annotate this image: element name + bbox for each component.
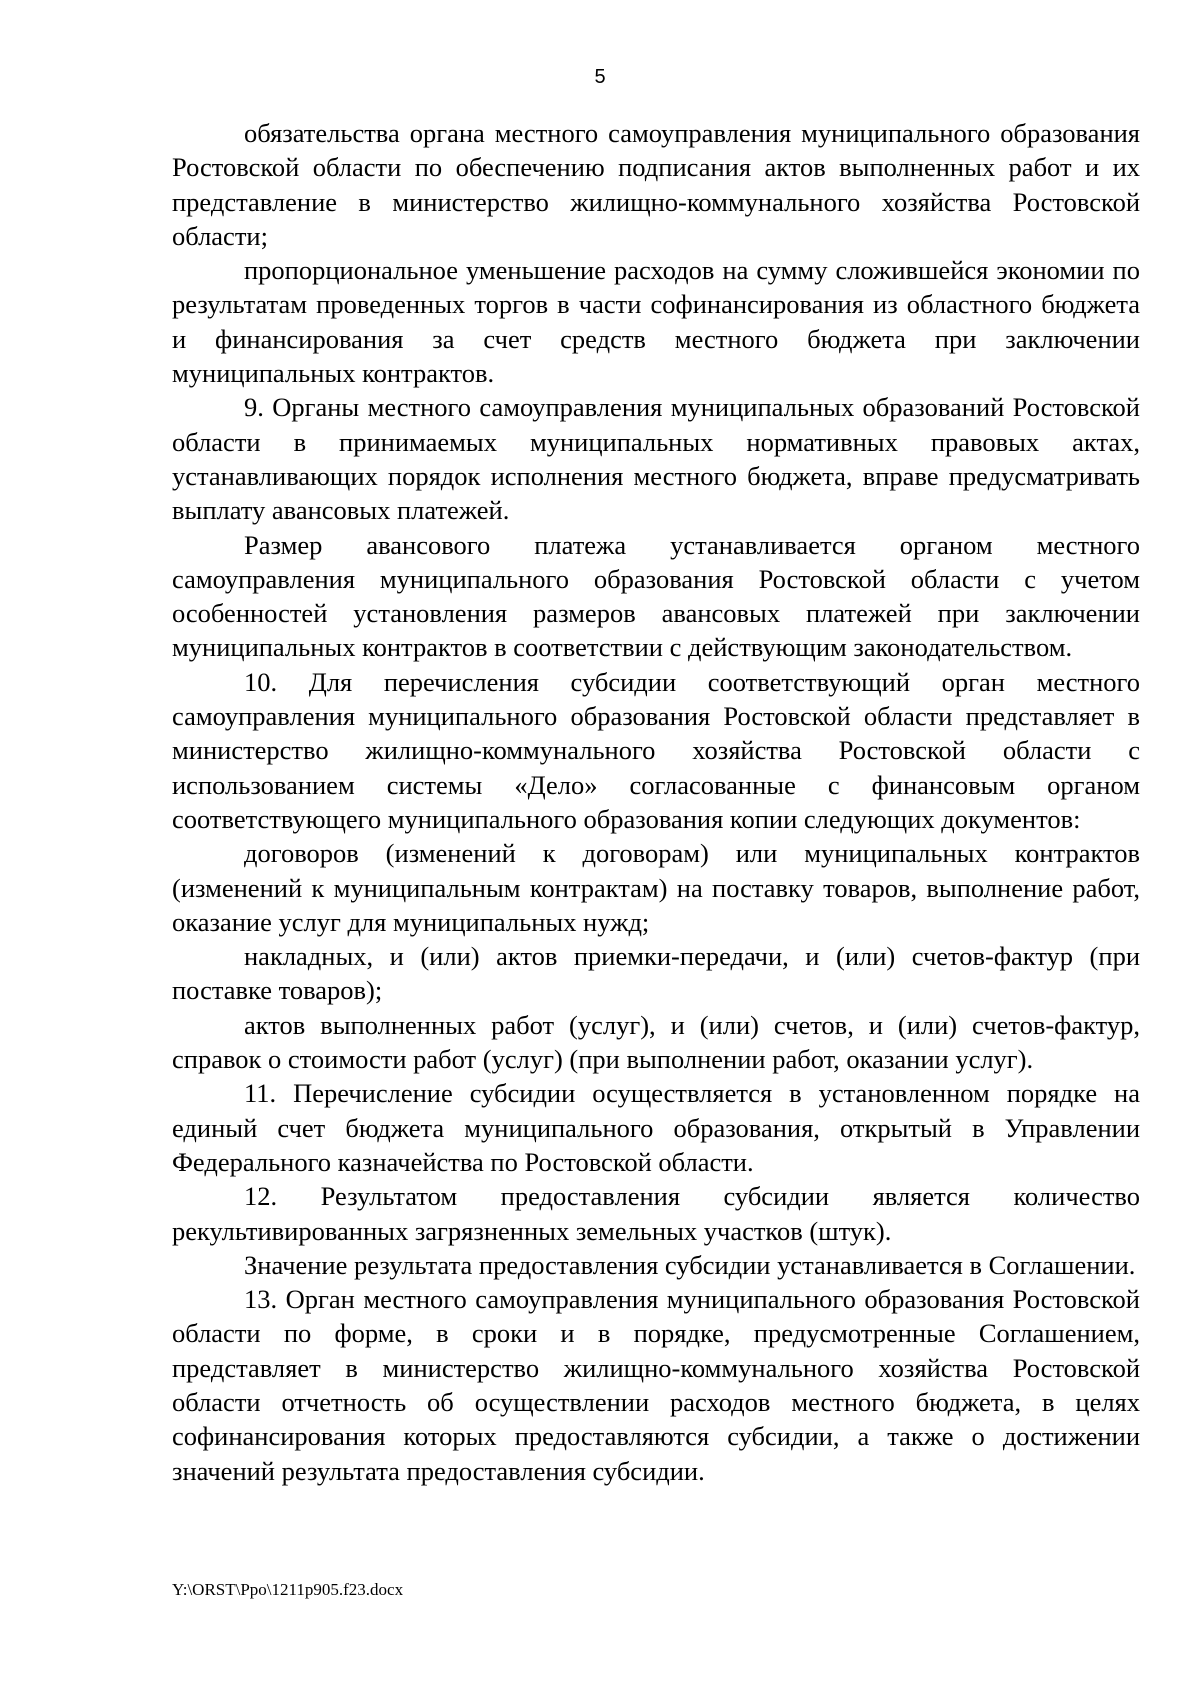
document-body <box>172 116 1140 1488</box>
paragraph-invoices: накладных, и (или) актов приемки-передачи, и (или) счетов-фактур (при поставке товаров); <box>172 941 1140 1006</box>
paragraph-result-value: Значение результата предоставления субсидии устанавливается в Соглашении. <box>244 1249 1136 1280</box>
paragraph-item-12: 12. Результатом предоставления субсидии является количество рекультивированных загрязненных земельных участков (штук). <box>172 1181 1140 1246</box>
paragraph-contracts: договоров (изменений к договорам) или муниципальных контрактов (изменений к муниципальным контрактам) на поставку товаров, выполнение работ, оказание услуг для муниципальных нужд; <box>172 838 1140 937</box>
paragraph-item-13: 13. Орган местного самоуправления муниципального образования Ростовской области по форме, в сроки и в порядке, предусмотренные Соглашением, представляет в министерство жилищно-коммунального хозяйства Ростовской области отчетность об осуществлении расходов местного бюджета, в целях софинансирования которых предоставляются субсидии, а также о достижении значений результата предоставления субсидии. <box>172 1284 1140 1486</box>
footer-file-path: Y:\ORST\Ppo\1211p905.f23.docx <box>172 1580 404 1599</box>
paragraph-item-10: 10. Для перечисления субсидии соответствующий орган местного самоуправления муниципального образования Ростовской области представляет в министерство жилищно-коммунального хозяйства Ростовской области с использованием системы «Дело» согласованные с финансовым органом соответствующего муниципального образования копии следующих документов: <box>172 666 1140 834</box>
page-number: 5 <box>594 66 606 88</box>
paragraph-item-9: 9. Органы местного самоуправления муниципальных образований Ростовской области в принимаемых муниципальных нормативных правовых актах, устанавливающих порядок исполнения местного бюджета, вправе предусматривать выплату авансовых платежей. <box>172 392 1140 526</box>
paragraph-acts: актов выполненных работ (услуг), и (или) счетов, и (или) счетов-фактур, справок о стоимости работ (услуг) (при выполнении работ, оказании услуг). <box>172 1009 1140 1075</box>
paragraph-advance-payment-size: Размер авансового платежа устанавливается органом местного самоуправления муниципального образования Ростовской области с учетом особенностей установления размеров авансовых платежей при заключении муниципальных контрактов в соответствии с действующим законодательством. <box>172 529 1140 663</box>
paragraph-proportional-reduction: пропорциональное уменьшение расходов на сумму сложившейся экономии по результатам проведенных торгов в части софинансирования из областного бюджета и финансирования за счет средств местного бюджета при заключении муниципальных контрактов. <box>172 255 1140 389</box>
paragraph-obligations: обязательства органа местного самоуправления муниципального образования Ростовской области по обеспечению подписания актов выполненных работ и их представление в министерство жилищно-коммунального хозяйства Ростовской области; <box>172 118 1140 251</box>
paragraph-item-11: 11. Перечисление субсидии осуществляется в установленном порядке на единый счет бюджета муниципального образования, открытый в Управлении Федерального казначейства по Ростовской области. <box>172 1078 1140 1177</box>
